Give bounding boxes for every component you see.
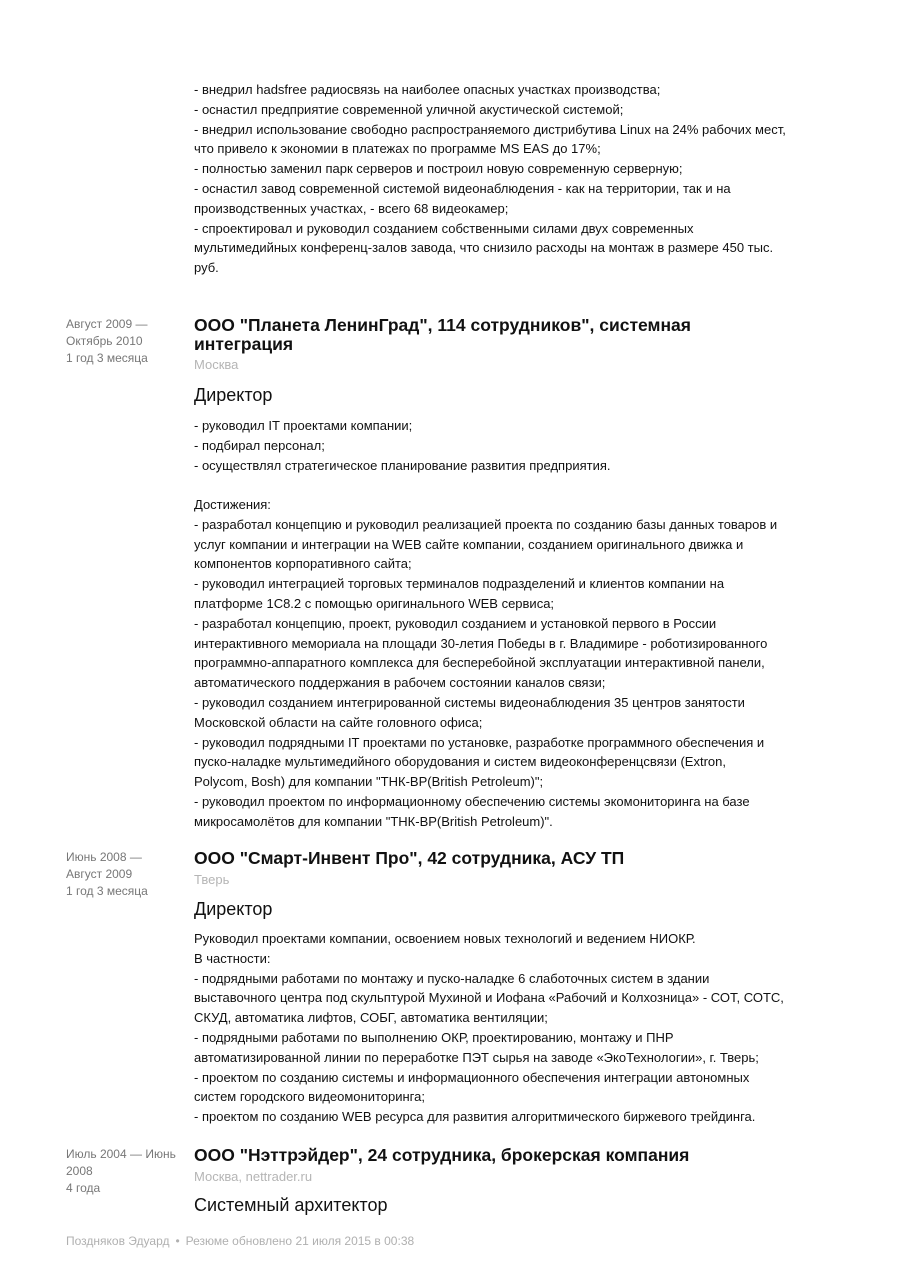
period-duration: 1 год 3 месяца	[66, 884, 148, 898]
text-line: - руководил подрядными IT проектами по установке, разработке программного обеспечения и	[194, 734, 765, 750]
text-line: что привело к экономии в платежах по программе MS EAS до 17%;	[194, 141, 601, 157]
previous-job-achievements	[194, 80, 834, 278]
text-line: - осуществлял стратегическое планирование развития предприятия.	[194, 457, 611, 473]
job-achievements	[194, 495, 834, 832]
text-line: платформе 1С8.2 с помощью оригинального WEB сервиса;	[194, 595, 555, 611]
company-title	[194, 1146, 834, 1165]
text-line: пуско-наладке мультимедийного оборудования и систем видеоконференцсвязи (Extron,	[194, 754, 726, 770]
text-line: компонентов корпоративного сайта;	[194, 556, 412, 572]
period-start: Июль 2004 — Июнь	[66, 1147, 176, 1161]
company-location: Тверь	[194, 872, 230, 887]
company-title-line: ООО "Смарт-Инвент Про", 42 сотрудника, АСУ ТП	[194, 848, 625, 868]
text-line: - подрядными работами по монтажу и пуско-наладке 6 слаботочных систем в здании	[194, 970, 710, 986]
company-title	[194, 849, 834, 868]
job-position: Директор	[194, 899, 273, 919]
text-line: В частности:	[194, 950, 271, 966]
text-line: выставочного центра под скульптурой Мухиной и Иофана «Рабочий и Колхозница» - СОТ, СОТС,	[194, 990, 784, 1006]
text-line: - внедрил использование свободно распространяемого дистрибутива Linux на 24% рабочих мест,	[194, 121, 786, 137]
text-line: производственных участках, - всего 68 видеокамер;	[194, 200, 509, 216]
job-period	[66, 316, 186, 367]
text-line: СКУД, автоматика лифтов, СОБГ, автоматика вентиляции;	[194, 1010, 548, 1026]
text-line: Polycom, Bosh) для компании "ТНК-ВР(British Petroleum)";	[194, 774, 544, 790]
period-end: Август 2009	[66, 867, 133, 881]
period-duration: 1 год 3 месяца	[66, 351, 148, 365]
period-start: Июнь 2008 —	[66, 850, 142, 864]
achievements-heading: Достижения:	[194, 497, 271, 512]
text-line: услуг компании и интеграции на WEB сайте компании, созданием оригинального движка и	[194, 536, 744, 552]
period-duration: 4 года	[66, 1181, 101, 1195]
job-position: Системный архитектор	[194, 1195, 388, 1215]
text-line: мультимедийных конференц-залов завода, что снизило расходы на монтаж в размере 450 тыс.	[194, 240, 774, 256]
footer-updated: Резюме обновлено 21 июля 2015 в 00:38	[185, 1234, 415, 1248]
text-line: микросамолётов для компании "ТНК-ВР(British Petroleum)".	[194, 813, 553, 829]
text-line: руб.	[194, 260, 219, 276]
period-end: 2008	[66, 1164, 93, 1178]
text-line: - подрядными работами по выполнению ОКР, проектированию, монтажу и ПНР	[194, 1029, 674, 1045]
text-line: - внедрил hadsfree радиосвязь на наиболее опасных участках производства;	[194, 82, 661, 97]
company-location: Москва, nettrader.ru	[194, 1169, 313, 1184]
company-title-line: интеграция	[194, 334, 294, 354]
company-title-line: ООО "Нэттрэйдер", 24 сотрудника, брокерская компания	[194, 1145, 690, 1165]
footer-separator: •	[175, 1234, 180, 1248]
text-line: - руководил созданием интегрированной системы видеонаблюдения 35 центров занятости	[194, 694, 745, 710]
text-line: Руководил проектами компании, освоением новых технологий и ведением НИОКР.	[194, 931, 696, 946]
text-line: - полностью заменил парк серверов и построил новую современную серверную;	[194, 161, 683, 177]
text-line: автоматизированной линии по переработке ПЭТ сырья на заводе «ЭкоТехнологии», г. Тверь;	[194, 1049, 759, 1065]
text-line: - руководил проектом по информационному обеспечению системы экомониторинга на базе	[194, 793, 750, 809]
text-line: - проектом по созданию WEB ресурса для развития алгоритмического биржевого трейдинга.	[194, 1109, 756, 1125]
text-line: - разработал концепцию и руководил реализацией проекта по созданию базы данных товаров и	[194, 516, 778, 532]
text-line: Московской области на сайте головного офиса;	[194, 714, 483, 730]
company-title-line: ООО "Планета ЛенинГрад", 114 сотрудников", системная	[194, 315, 691, 335]
text-line: программно-аппаратного комплекса для бесперебойной эксплуатации интерактивной панели,	[194, 655, 765, 671]
text-line: - руководил интеграцией торговых терминалов подразделений и клиентов компании на	[194, 576, 725, 592]
job-position: Директор	[194, 385, 273, 405]
text-line: - подбирал персонал;	[194, 437, 325, 453]
page-footer	[66, 1234, 414, 1248]
text-line: - проектом по созданию системы и информационного обеспечения интеграции автономных	[194, 1069, 750, 1085]
text-line: - спроектировал и руководил созданием собственными силами двух современных	[194, 220, 694, 236]
text-line: - разработал концепцию, проект, руководил созданием и установкой первого в России	[194, 615, 717, 631]
period-start: Август 2009 —	[66, 317, 148, 331]
period-end: Октябрь 2010	[66, 334, 143, 348]
company-location: Москва	[194, 357, 239, 372]
job-period	[66, 849, 186, 900]
job-duties	[194, 416, 834, 475]
text-line: - оснастил предприятие современной уличной акустической системой;	[194, 101, 624, 117]
footer-name: Поздняков Эдуард	[66, 1234, 170, 1248]
company-title	[194, 316, 834, 354]
text-line: автоматического поддержания в рабочем состоянии каналов связи;	[194, 675, 606, 691]
text-line: - оснастил завод современной системой видеонаблюдения - как на территории, так и на	[194, 180, 731, 196]
text-line: систем городского видеомониторинга;	[194, 1089, 425, 1105]
job-period	[66, 1146, 186, 1197]
job-description	[194, 929, 834, 1127]
text-line: интерактивного мемориала на площади 30-летия Победы в г. Владимире - роботизированного	[194, 635, 768, 651]
text-line: - руководил IT проектами компании;	[194, 418, 413, 433]
